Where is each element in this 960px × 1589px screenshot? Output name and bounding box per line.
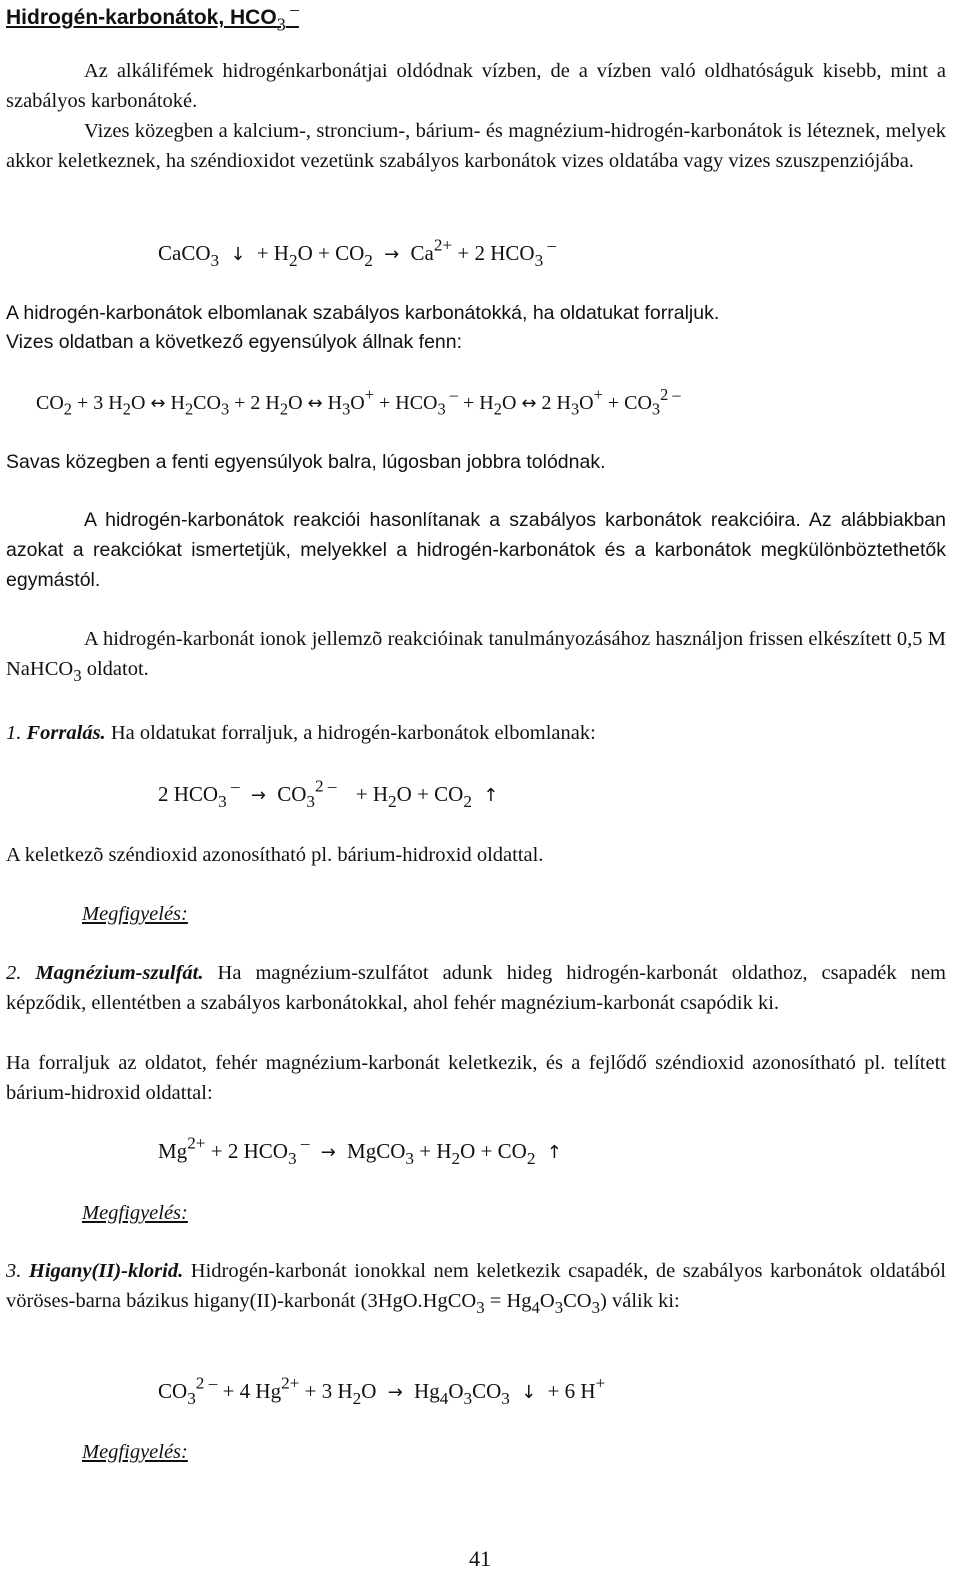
reaction-arrow-icon: → [384, 244, 400, 265]
title-charge: – [285, 0, 299, 20]
intro-paragraph-1: Az alkálifémek hidrogénkarbonátjai oldódnak vízben, de a vízben való oldhatóságuk kisebb, mint a szabályos karbonátoké. [6, 60, 946, 112]
precipitate-arrow-icon: ↓ [521, 1382, 537, 1403]
section-2-paragraph-2: Ha forraljuk az oldatot, fehér magnézium-karbonát keletkezik, és a fejlődő széndioxid azonosítható pl. telített bárium-hidroxid oldattal: [6, 1052, 946, 1104]
reaction-arrow-icon: → [387, 1382, 403, 1403]
section-2-paragraph: 2. Magnézium-szulfát. Ha magnézium-szulfátot adunk hideg hidrogén-karbonát oldathoz, csapadék nem képződik, ellentétben a szabályos karbonátokkal, ahol fehér magnézium-karbonát csapódik ki. [6, 962, 947, 1014]
gas-evolution-arrow-icon: ↑ [546, 1142, 562, 1163]
observation-label-2: Megfigyelés: [82, 1202, 188, 1224]
equation-bicarbonate-decomposition: 2 $HCO_3$ $^- \to CO_3^{2 -} + H_2O + CO_2$ ↑ [158, 779, 504, 811]
reactions-intro-paragraph: A hidrogén-karbonátok reakciói hasonlítanak a szabályos karbonátok reakcióira. Az alábbiakban azokat a reakciókat ismertetjük, melyekkel a hidrogén-karbonátok és a karbonátok megkülönböztethetők egymástól. [6, 509, 946, 591]
equilibrium-arrow-icon: ↔ [307, 393, 323, 414]
decomposition-line: A hidrogén-karbonátok elbomlanak szabályos karbonátokká, ha oldatukat forraljuk. [6, 302, 720, 324]
precipitate-arrow-icon: ↓ [230, 244, 246, 265]
reaction-arrow-icon: → [250, 785, 266, 806]
section-3-paragraph: 3. Higany(II)-klorid. Hidrogén-karbonát ionokkal nem keletkezik csapadék, de szabályos karbonátok oldatából vöröses-barna bázikus higany(II)-karbonát (3HgO.HgCO$_3$ = $Hg_4O_3CO_3$) válik ki: [6, 1260, 946, 1317]
equilibrium-arrow-icon: ↔ [521, 393, 537, 414]
equation-carbonate-equilibria: $CO_2 + 3$ $H_2O$ ↔ $H_2CO_3 + 2$ $H_2O$ ↔ $H_3O^+ + HCO_3$ $^- + H_2O$ ↔ 2 $H_3O^+ + CO_3^{2 -}$ [36, 384, 681, 419]
co2-identification-text: A keletkezõ széndioxid azonosítható pl. bárium-hidroxid oldattal. [6, 844, 544, 866]
intro-paragraph-2: Vizes közegben a kalcium-, stroncium-, bárium- és magnézium-hidrogén-karbonátok is léteznek, melyek akkor keletkeznek, ha széndioxidot vezetünk szabályos karbonátok vizes oldatába vagy vizes szuszpenziójába. [6, 120, 946, 172]
page-number: 41 [469, 1546, 491, 1571]
title-subscript: 3 [276, 14, 286, 35]
gas-evolution-arrow-icon: ↑ [483, 785, 499, 806]
equation-magnesium-carbonate: $Mg^{2+} + 2$ $HCO_3$ – → MgCO$_3$ + $H_2O + CO_2$ ↑ [158, 1136, 568, 1168]
reaction-arrow-icon: → [320, 1142, 336, 1163]
equilibrium-arrow-icon: ↔ [150, 393, 166, 414]
page-title [6, 2, 299, 33]
equation-caco3-dissolution: CaCO$_3$ ↓ + $H_2O + CO_2 \to Ca^{2+} + 2$ $HCO_3$ – [158, 235, 557, 271]
study-instructions: A hidrogén-karbonát ionok jellemzõ reakcióinak tanulmányozásához használjon frissen elkészített 0,5 M NaHCO$_3$ oldatot. [6, 628, 946, 685]
title-text: Hidrogén-karbonátok, HCO [6, 6, 277, 29]
equilibrium-shift-text: Savas közegben a fenti egyensúlyok balra, lúgosban jobbra tolódnak. [6, 451, 606, 473]
equation-mercury-carbonate: $CO_3^{2 -} + 4$ $Hg^{2+} + 3$ $H_2O \to Hg_4O_3CO_3$ ↓ + 6 H+ [158, 1373, 606, 1409]
equilibria-intro: Vizes oldatban a következő egyensúlyok állnak fenn: [6, 331, 463, 353]
observation-label-1: Megfigyelés: [82, 903, 188, 925]
section-1-heading: 1. Forralás. Ha oldatukat forraljuk, a hidrogén-karbonátok elbomlanak: [6, 722, 596, 744]
observation-label-3: Megfigyelés: [82, 1441, 188, 1463]
